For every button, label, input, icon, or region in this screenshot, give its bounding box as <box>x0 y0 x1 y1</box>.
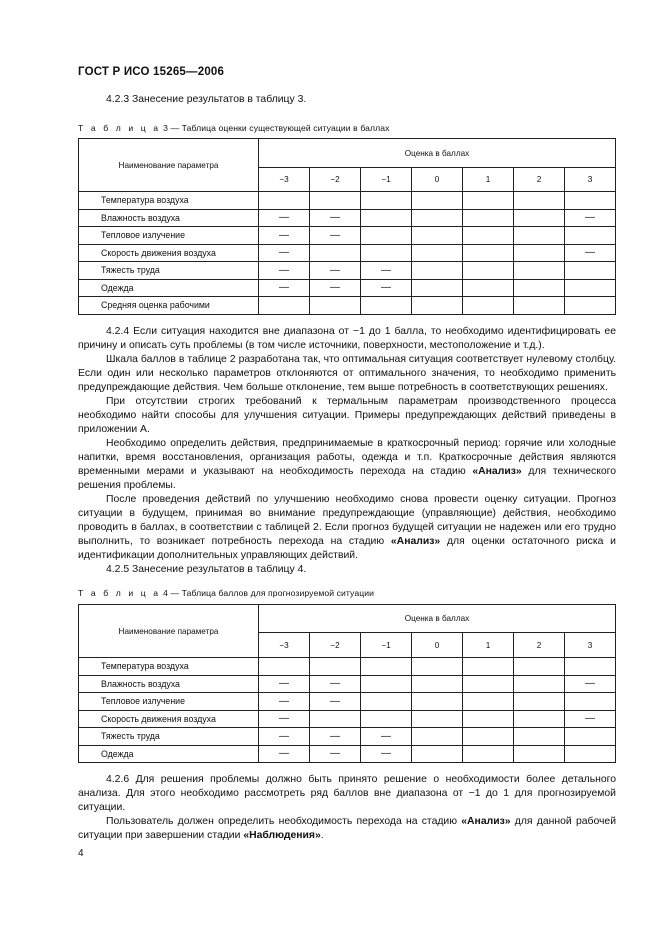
parameter-name: Скорость движения воздуха <box>79 710 259 728</box>
score-cell <box>361 710 412 728</box>
score-cell: — <box>310 675 361 693</box>
paragraph <box>78 437 616 493</box>
score-column-header: 0 <box>412 168 463 192</box>
table-row <box>79 710 616 728</box>
score-cell <box>463 675 514 693</box>
score-cell <box>463 227 514 245</box>
score-column-header: 2 <box>514 168 565 192</box>
bold-term: «Анализ» <box>390 536 441 547</box>
score-cell: — <box>259 728 310 746</box>
score-cell <box>463 658 514 676</box>
score-cell <box>412 675 463 693</box>
score-cell <box>514 209 565 227</box>
score-cell: — <box>259 262 310 280</box>
score-cell: — <box>259 693 310 711</box>
table-row <box>79 279 616 297</box>
param-column-header: Наименование параметра <box>79 605 259 658</box>
score-cell <box>514 244 565 262</box>
parameter-name: Температура воздуха <box>79 658 259 676</box>
score-cell <box>310 192 361 210</box>
param-column-header: Наименование параметра <box>79 139 259 192</box>
parameter-name: Средняя оценка рабочими <box>79 297 259 315</box>
score-cell <box>463 745 514 763</box>
paragraph-text: После проведения действий по улучшению необходимо снова провести оценку ситуации. Прогноз ситуации в будущем, принимая во внимание предупреждающие (управляющие) действия, необходимо проводить в баллах, в соответствии с таблицей 2. Если прогноз будущей ситуации не надежен или его трудно выполнить, то возникает потребность перехода на стадию <box>78 494 616 547</box>
score-cell <box>463 728 514 746</box>
score-cell <box>259 658 310 676</box>
score-cell <box>259 297 310 315</box>
score-cell <box>361 675 412 693</box>
page-number: 4 <box>78 848 84 859</box>
score-cell <box>412 244 463 262</box>
parameter-name: Одежда <box>79 279 259 297</box>
bold-term: «Анализ» <box>461 816 511 827</box>
score-cell <box>463 262 514 280</box>
bold-term: «Анализ» <box>472 466 522 477</box>
score-cell <box>412 693 463 711</box>
table3-caption-label: Т а б л и ц а <box>78 123 161 133</box>
table4-caption <box>78 588 374 598</box>
score-cell <box>361 693 412 711</box>
score-cell: — <box>310 728 361 746</box>
score-cell <box>565 693 616 711</box>
table-row <box>79 192 616 210</box>
paragraph-text: . <box>320 830 324 841</box>
table-row <box>79 658 616 676</box>
score-cell <box>565 192 616 210</box>
score-cell <box>514 297 565 315</box>
paragraph <box>78 773 616 815</box>
score-column-header: 1 <box>463 168 514 192</box>
score-cell: — <box>259 227 310 245</box>
score-column-header: 0 <box>412 633 463 658</box>
table4-caption-text: 4 — Таблица баллов для прогнозируемой ситуации <box>163 588 375 598</box>
score-cell: — <box>361 279 412 297</box>
parameter-name: Тепловое излучение <box>79 227 259 245</box>
score-cell <box>361 192 412 210</box>
score-column-header: 3 <box>565 633 616 658</box>
score-cell <box>463 192 514 210</box>
score-cell: — <box>310 745 361 763</box>
score-cell: — <box>259 279 310 297</box>
score-cell <box>514 675 565 693</box>
score-group-header: Оценка в баллах <box>259 605 616 633</box>
score-cell: — <box>259 745 310 763</box>
score-cell <box>463 297 514 315</box>
score-cell: — <box>310 693 361 711</box>
body-text-middle <box>78 325 616 577</box>
score-cell <box>565 728 616 746</box>
table-row <box>79 745 616 763</box>
score-cell: — <box>565 710 616 728</box>
paragraph <box>78 493 616 563</box>
score-cell: — <box>259 675 310 693</box>
score-cell <box>514 745 565 763</box>
table4 <box>78 604 616 763</box>
score-cell <box>565 262 616 280</box>
parameter-name: Тяжесть труда <box>79 262 259 280</box>
score-cell <box>412 728 463 746</box>
paragraph <box>78 815 616 843</box>
paragraph <box>78 325 616 353</box>
score-column-header: −1 <box>361 168 412 192</box>
score-cell <box>412 658 463 676</box>
parameter-name: Влажность воздуха <box>79 209 259 227</box>
score-cell <box>361 297 412 315</box>
parameter-name: Тяжесть труда <box>79 728 259 746</box>
score-cell <box>514 728 565 746</box>
score-cell: — <box>310 227 361 245</box>
score-cell <box>463 209 514 227</box>
paragraph-text: При отсутствии строгих требований к термальным параметрам производственного процесса необходимо найти способы для улучшения ситуации. Примеры предупреждающих действий приведены в приложении А. <box>78 396 616 435</box>
score-column-header: −2 <box>310 168 361 192</box>
score-cell <box>259 192 310 210</box>
score-column-header: −1 <box>361 633 412 658</box>
parameter-name: Тепловое излучение <box>79 693 259 711</box>
paragraph-text: Пользователь должен определить необходимость перехода на стадию <box>106 816 462 827</box>
score-cell: — <box>565 675 616 693</box>
score-cell <box>412 192 463 210</box>
score-column-header: 2 <box>514 633 565 658</box>
score-group-header: Оценка в баллах <box>259 139 616 168</box>
paragraph <box>78 353 616 395</box>
paragraph-text: Необходимо определить действия, предпринимаемые в краткосрочный период: горячие или холодные напитки, время восстановления, организация работы, одежда и т.п. Краткосрочные действия являются временными мерами и указывают на необходимость перехода на стадию <box>78 438 616 477</box>
score-cell <box>361 227 412 245</box>
paragraph <box>78 563 616 577</box>
score-cell <box>310 658 361 676</box>
score-cell <box>565 658 616 676</box>
score-cell <box>514 192 565 210</box>
score-cell: — <box>259 710 310 728</box>
document-title: ГОСТ Р ИСО 15265—2006 <box>78 66 225 78</box>
score-cell <box>565 745 616 763</box>
score-cell: — <box>565 209 616 227</box>
score-cell <box>514 262 565 280</box>
score-column-header: −2 <box>310 633 361 658</box>
score-cell <box>412 279 463 297</box>
score-cell: — <box>259 209 310 227</box>
paragraph-text: 4.2.6 Для решения проблемы должно быть принято решение о необходимости более детального анализа. Для этого необходимо рассмотреть ряд баллов вне диапазона от −1 до 1 для прогнозируемой ситуации. <box>78 774 616 813</box>
table-row <box>79 728 616 746</box>
section-4-2-3: 4.2.3 Занесение результатов в таблицу 3. <box>106 94 307 105</box>
table3 <box>78 138 616 315</box>
table-row <box>79 693 616 711</box>
score-cell <box>361 244 412 262</box>
parameter-name: Одежда <box>79 745 259 763</box>
bold-term: «Наблюдения» <box>243 830 321 841</box>
score-cell <box>514 279 565 297</box>
table-header-row <box>79 139 616 168</box>
table-row <box>79 227 616 245</box>
table-row <box>79 244 616 262</box>
score-cell <box>412 297 463 315</box>
score-cell <box>514 227 565 245</box>
score-cell <box>514 658 565 676</box>
score-cell: — <box>361 728 412 746</box>
score-cell: — <box>361 745 412 763</box>
paragraph-text: для оценки остаточного риска и идентификации дополнительных управляющих действий. <box>78 536 616 561</box>
paragraph-text: 4.2.5 Занесение результатов в таблицу 4. <box>106 564 307 575</box>
table-row <box>79 209 616 227</box>
score-cell <box>514 693 565 711</box>
score-cell: — <box>565 244 616 262</box>
score-cell: — <box>310 209 361 227</box>
table3-caption <box>78 123 390 133</box>
score-cell <box>412 227 463 245</box>
score-cell <box>310 710 361 728</box>
parameter-name: Влажность воздуха <box>79 675 259 693</box>
score-column-header: 1 <box>463 633 514 658</box>
parameter-name: Температура воздуха <box>79 192 259 210</box>
score-cell: — <box>310 262 361 280</box>
paragraph <box>78 395 616 437</box>
score-cell <box>463 244 514 262</box>
parameter-name: Скорость движения воздуха <box>79 244 259 262</box>
paragraph-text: для технического решения проблемы. <box>78 466 616 491</box>
score-cell <box>361 658 412 676</box>
score-cell <box>412 710 463 728</box>
table4-caption-label: Т а б л и ц а <box>78 588 161 598</box>
score-cell <box>463 693 514 711</box>
score-cell: — <box>361 262 412 280</box>
table-row <box>79 675 616 693</box>
table-row <box>79 262 616 280</box>
table-header-row <box>79 605 616 633</box>
score-cell <box>310 297 361 315</box>
score-cell <box>565 279 616 297</box>
score-cell <box>412 209 463 227</box>
score-cell <box>310 244 361 262</box>
score-cell <box>412 262 463 280</box>
score-cell <box>463 710 514 728</box>
score-cell <box>565 227 616 245</box>
score-cell: — <box>310 279 361 297</box>
body-text-end <box>78 773 616 843</box>
table-row <box>79 297 616 315</box>
score-cell <box>565 297 616 315</box>
score-cell <box>361 209 412 227</box>
score-cell <box>412 745 463 763</box>
score-cell <box>463 279 514 297</box>
paragraph-text: 4.2.4 Если ситуация находится вне диапазона от −1 до 1 балла, то необходимо идентифицировать ее причину и описать суть проблемы (в том числе источники, поверхности, местоположение и т.д.). <box>78 326 616 351</box>
score-column-header: −3 <box>259 168 310 192</box>
score-cell: — <box>259 244 310 262</box>
paragraph-text: Шкала баллов в таблице 2 разработана так, что оптимальная ситуация соответствует нулевому столбцу. Если один или несколько параметров отклоняются от оптимального значения, то необходимо применить предупреждающие действия. Чем больше отклонение, тем выше потребность в соответствующих решениях. <box>78 354 616 393</box>
score-cell <box>514 710 565 728</box>
score-column-header: 3 <box>565 168 616 192</box>
score-column-header: −3 <box>259 633 310 658</box>
paragraph-text: для данной рабочей ситуации при завершении стадии <box>78 816 616 841</box>
table3-caption-text: 3 — Таблица оценки существующей ситуации в баллах <box>163 123 390 133</box>
